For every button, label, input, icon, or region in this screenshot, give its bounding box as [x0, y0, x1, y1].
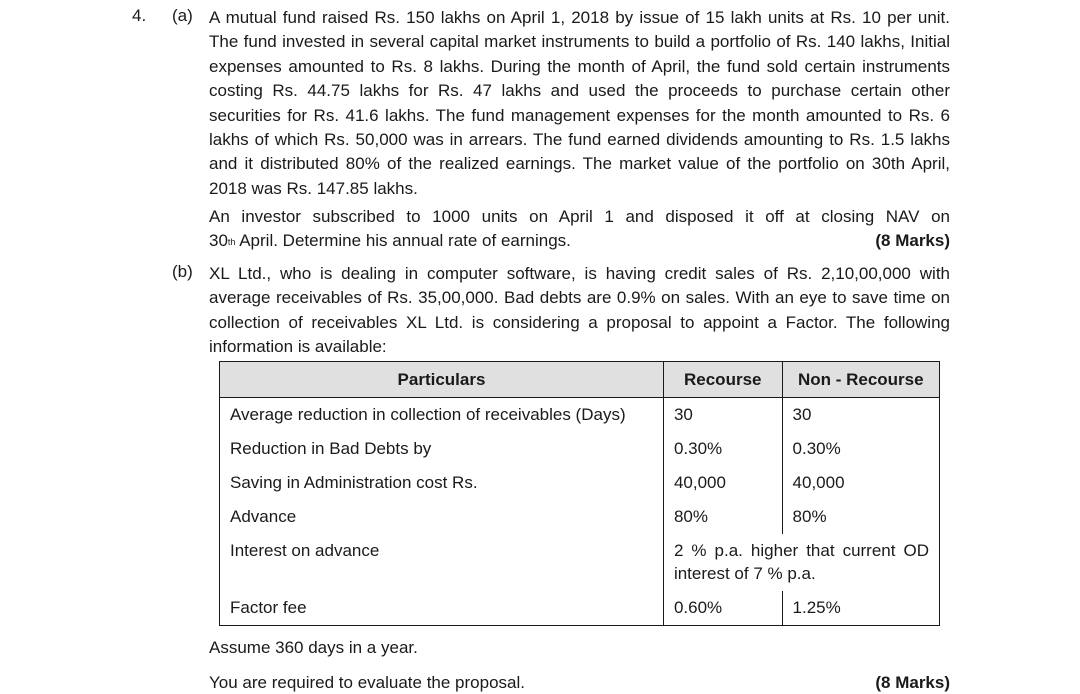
table-cell: Average reduction in collection of receivables (Days) [220, 398, 664, 432]
part-a-paragraph [209, 6, 950, 201]
table-row [220, 534, 940, 591]
table-row [220, 432, 940, 466]
table-cell: 80% [663, 500, 782, 534]
table-cell: Factor fee [220, 591, 664, 626]
table-cell: 1.25% [782, 591, 939, 626]
table-cell: Interest on advance [220, 534, 664, 591]
table-row [220, 500, 940, 534]
part-a-line: A mutual fund raised Rs. 150 lakhs on April 1, 2018 by issue of 15 lakh units at Rs. 10 per unit. [209, 8, 950, 27]
header-particulars: Particulars [220, 362, 664, 398]
table-cell: 40,000 [782, 466, 939, 500]
assume-note: Assume 360 days in a year. [209, 638, 418, 657]
part-a-line: and it distributed 80% of the realized earnings. The market value of the portfolio on 30th April, [209, 154, 950, 174]
investor-line: 30th April. Determine his annual rate of earnings. [209, 231, 571, 251]
part-a-line: 2018 was Rs. 147.85 lakhs. [209, 178, 418, 198]
evaluate-instruction: You are required to evaluate the proposal. [209, 673, 525, 692]
header-recourse: Recourse [663, 362, 782, 398]
table-cell: 0.30% [663, 432, 782, 466]
table-cell: Saving in Administration cost Rs. [220, 466, 664, 500]
part-b-marks: (8 Marks) [875, 673, 950, 692]
part-a-marks: (8 Marks) [875, 231, 950, 251]
part-a-label: (a) [172, 6, 193, 25]
part-a-line: lakhs of which Rs. 50,000 was in arrears. The fund earned dividends amounting to Rs. 1.5 lakhs [209, 130, 950, 150]
table-cell: 0.30% [782, 432, 939, 466]
table-cell: Reduction in Bad Debts by [220, 432, 664, 466]
part-b-line: collection of receivables XL Ltd. is considering a proposal to appoint a Factor. The following [209, 312, 950, 332]
part-b-line: information is available: [209, 337, 387, 357]
part-a-line: expenses amounted to Rs. 8 lakhs. During the month of April, the fund sold certain instruments [209, 56, 950, 76]
factoring-table [219, 361, 940, 626]
part-b-paragraph [209, 262, 950, 360]
evaluate-row [209, 673, 950, 693]
investor-line: An investor subscribed to 1000 units on April 1 and disposed it off at closing NAV on [209, 207, 950, 226]
part-a-line: costing Rs. 44.75 lakhs for Rs. 47 lakhs and used the proceeds to purchase certain other [209, 81, 950, 101]
table-cell: 30 [782, 398, 939, 432]
investor-paragraph [209, 205, 950, 254]
part-b-line: average receivables of Rs. 35,00,000. Bad debts are 0.9% on sales. With an eye to save time on [209, 288, 950, 308]
table-cell: 40,000 [663, 466, 782, 500]
table-row [220, 591, 940, 626]
part-b-line: XL Ltd., who is dealing in computer software, is having credit sales of Rs. 2,10,00,000 with [209, 264, 950, 283]
header-non-recourse: Non - Recourse [782, 362, 939, 398]
table-header-row [220, 362, 940, 398]
table-cell: 30 [663, 398, 782, 432]
table-cell-interest: 2 % p.a. higher that current OD interest of 7 % p.a. [663, 534, 939, 591]
table-cell: 0.60% [663, 591, 782, 626]
table-row [220, 466, 940, 500]
table-cell: 80% [782, 500, 939, 534]
question-number: 4. [132, 6, 147, 25]
part-a-line: The fund invested in several capital market instruments to build a portfolio of Rs. 140 lakhs, Initial [209, 32, 950, 52]
part-a-line: securities for Rs. 41.6 lakhs. The fund management expenses for the month amounted to Rs. 6 [209, 105, 950, 125]
table-row [220, 398, 940, 432]
part-b-label: (b) [172, 262, 193, 281]
table-cell: Advance [220, 500, 664, 534]
